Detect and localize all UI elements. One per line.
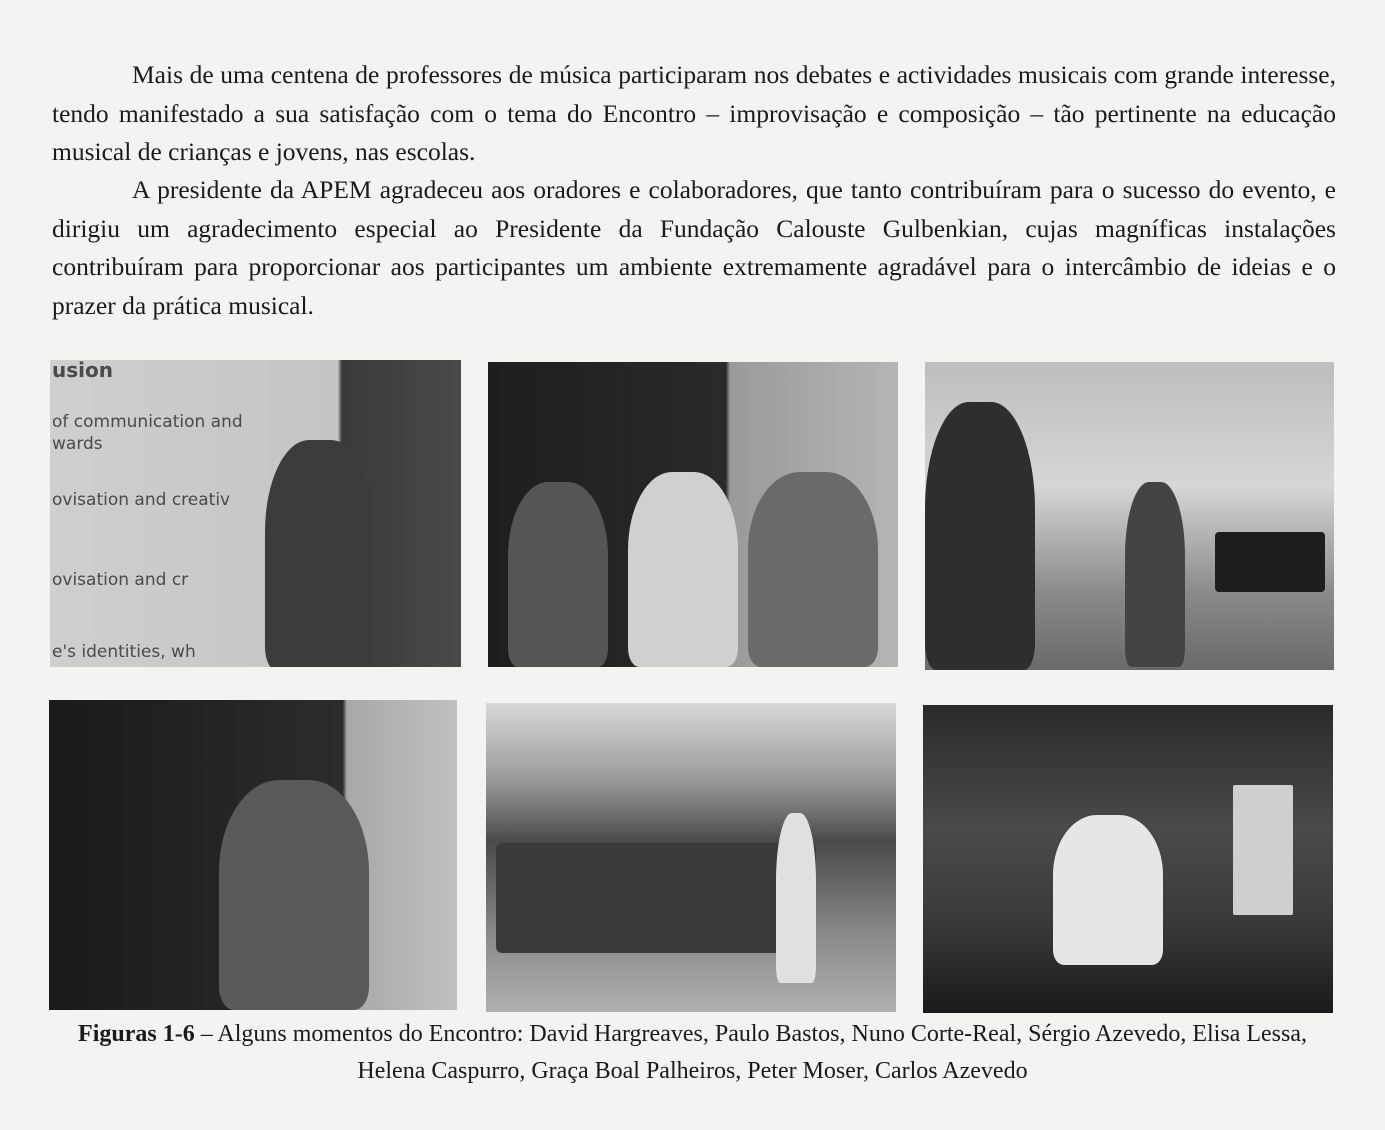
photo-3-woman-speaking xyxy=(925,362,1334,670)
person-figure xyxy=(508,482,608,667)
person-figure xyxy=(1125,482,1185,667)
slide-line: wards xyxy=(52,434,103,454)
paragraph-1: Mais de uma centena de professores de música participaram nos debates e actividades musicais com grande interesse, tendo manifestado a sua satisfação com o tema do Encontro – improvisação e composição – tão pertinente na educação musical de crianças e jovens, nas escolas. xyxy=(52,60,1336,166)
piano xyxy=(1215,532,1325,592)
whiteboard xyxy=(1233,785,1293,915)
photo-4-woman-conducting xyxy=(49,700,457,1010)
person-figure xyxy=(628,472,738,667)
paragraph-2: A presidente da APEM agradeceu aos oradores e colaboradores, que tanto contribuíram para o sucesso do evento, e dirigiu um agradecimento especial ao Presidente da Fundação Calouste Gulbenkian, cujas magníficas instalações contribuíram para proporcionar aos participantes um ambiente extremamente agradável para o intercâmbio de ideias e o prazer da prática musical. xyxy=(52,175,1336,320)
photo-1-speaker-presentation xyxy=(50,360,461,667)
photo-2-panel-musicians xyxy=(488,362,898,667)
person-figure xyxy=(776,813,816,983)
person-figure xyxy=(1053,815,1163,965)
person-figure xyxy=(748,472,878,667)
slide-line: usion xyxy=(52,360,113,382)
slide-line: ovisation and creativ xyxy=(52,490,231,510)
photo-5-group-rehearsal xyxy=(486,703,896,1012)
person-figure xyxy=(219,780,369,1010)
group-figures xyxy=(496,843,816,953)
photo-6-man-at-piano xyxy=(923,705,1333,1013)
slide-line: e's identities, wh xyxy=(52,642,196,662)
caption-text: – Alguns momentos do Encontro: David Hargreaves, Paulo Bastos, Nuno Corte-Real, Sérgio Azevedo, Elisa Lessa, Helena Caspurro, Graça Boal Palheiros, Peter Moser, Carlos Azevedo xyxy=(194,1021,1307,1084)
person-figure xyxy=(925,402,1035,670)
slide-line: ovisation and cr xyxy=(52,570,189,590)
speaker-figure xyxy=(265,440,375,667)
slide-line: of communication and xyxy=(52,412,243,432)
figure-caption xyxy=(60,1016,1325,1090)
caption-label: Figuras 1-6 xyxy=(78,1021,195,1047)
